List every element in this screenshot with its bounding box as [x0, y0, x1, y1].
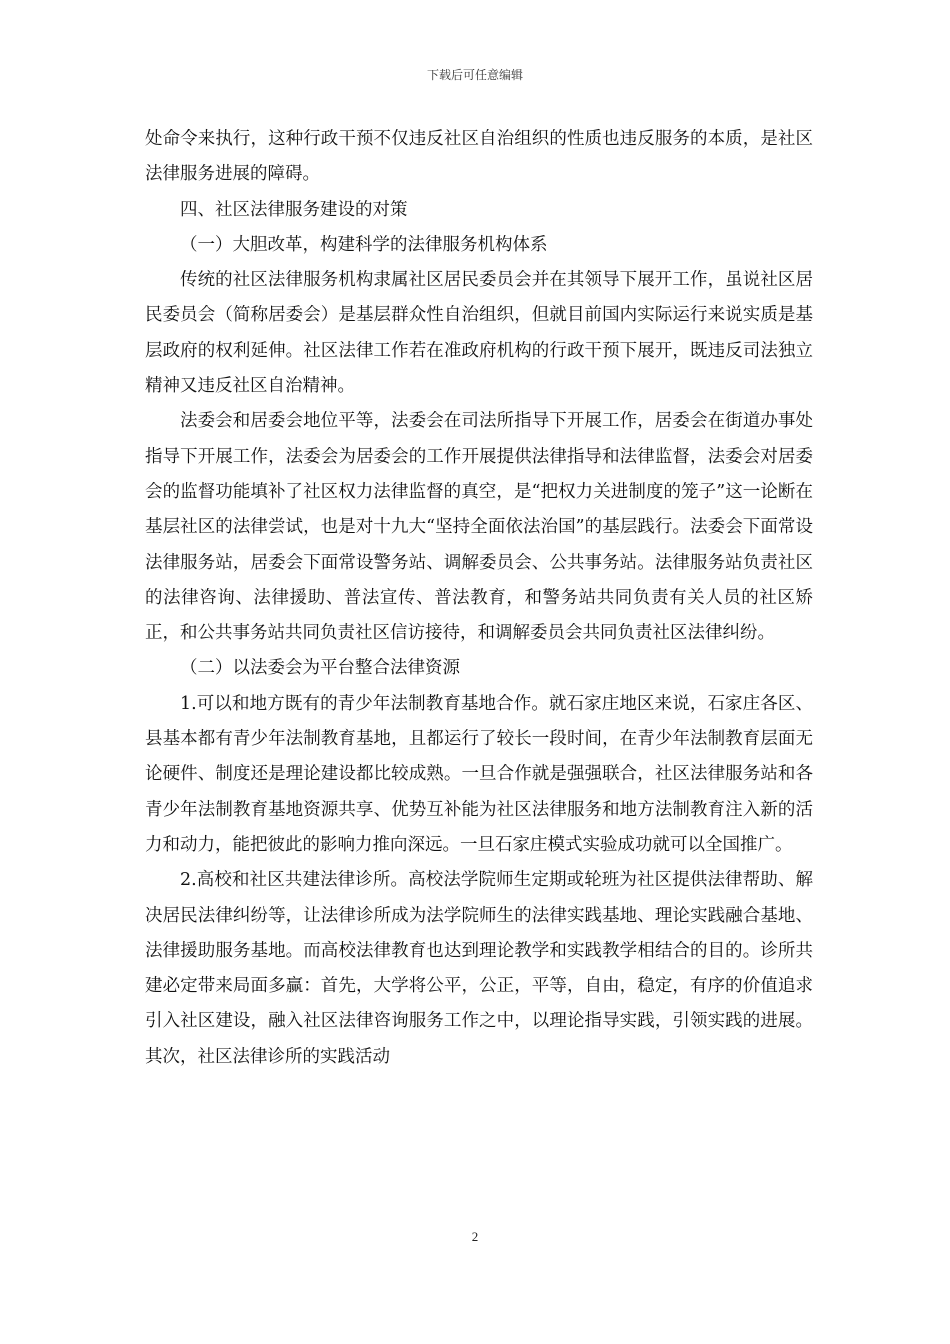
paragraph-continuation: 处命令来执行，这种行政干预不仅违反社区自治组织的性质也违反服务的本质，是社区法律服务进展的障碍。 [145, 129, 813, 185]
subsection-heading-2: （二）以法委会为平台整合法律资源 [180, 658, 460, 679]
page-number: 2 [471, 1229, 479, 1244]
paragraph: 法委会和居委会地位平等，法委会在司法所指导下开展工作，居委会在街道办事处指导下开展工作，法委会为居委会的工作开展提供法律指导和法律监督，法委会对居委会的监督功能填补了社区权力法律监督的真空，是“把权力关进制度的笼子”这一论断在基层社区的法律尝试，也是对十九大“坚持全面依法治国”的基层践行。法委会下面常设法律服务站，居委会下面常设警务站、调解委员会、公共事务站。法律服务站负责社区的法律咨询、法律援助、普法宣传、普法教育，和警务站共同负责有关人员的社区矫正，和公共事务站共同负责社区信访接待，和调解委员会共同负责社区法律纠纷。 [145, 411, 813, 644]
numbered-paragraph-1: 1.可以和地方既有的青少年法制教育基地合作。就石家庄地区来说，石家庄各区、县基本都有青少年法制教育基地，且都运行了较长一段时间，在青少年法制教育层面无论硬件、制度还是理论建设都比较成熟。一旦合作就是强强联合，社区法律服务站和各青少年法制教育基地资源共享、优势互补能为社区法律服务和地方法制教育注入新的活力和动力，能把彼此的影响力推向深远。一旦石家庄模式实验成功就可以全国推广。 [145, 693, 813, 855]
page-header: 下载后可任意编辑 [426, 68, 523, 82]
document-body [145, 122, 813, 1075]
subsection-heading-1: （一）大胆改革，构建科学的法律服务机构体系 [180, 234, 548, 255]
numbered-paragraph-2: 2.高校和社区共建法律诊所。高校法学院师生定期或轮班为社区提供法律帮助、解决居民法律纠纷等，让法律诊所成为法学院师生的法律实践基地、理论实践融合基地、法律援助服务基地。而高校法律教育也达到理论教学和实践教学相结合的目的。诊所共建必定带来局面多赢：首先，大学将公平，公正，平等，自由，稳定，有序的价值追求引入社区建设，融入社区法律咨询服务工作之中，以理论指导实践，引领实践的进展。其次，社区法律诊所的实践活动 [145, 870, 813, 1067]
paragraph: 传统的社区法律服务机构隶属社区居民委员会并在其领导下展开工作，虽说社区居民委员会（简称居委会）是基层群众性自治组织，但就目前国内实际运行来说实质是基层政府的权利延伸。社区法律工作若在准政府机构的行政干预下展开，既违反司法独立精神又违反社区自治精神。 [145, 270, 813, 397]
section-heading: 四、社区法律服务建设的对策 [180, 199, 408, 220]
